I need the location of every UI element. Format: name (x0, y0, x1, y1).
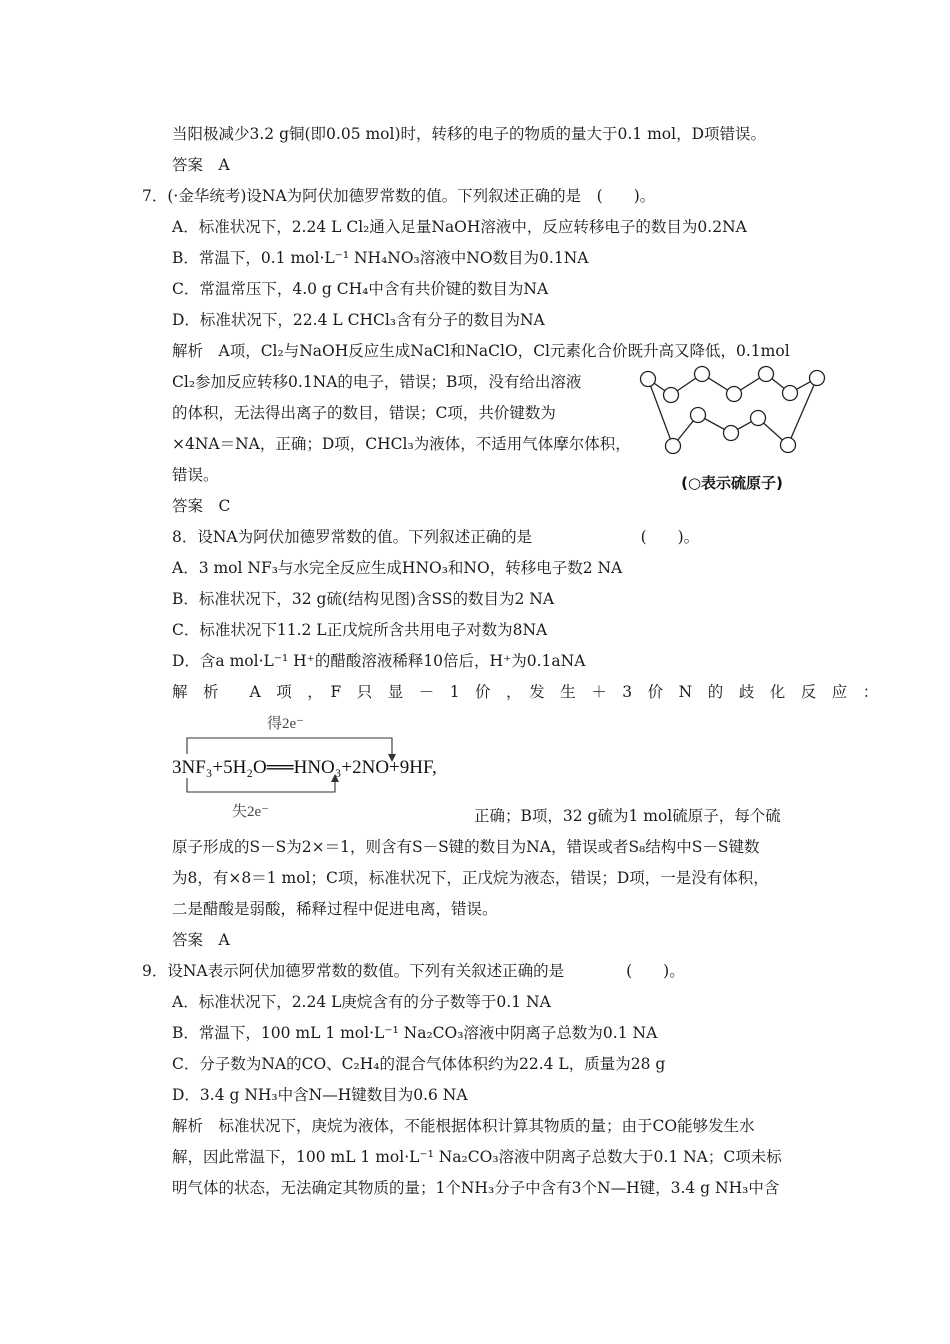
question-9: 9．设NA表示阿伏加德罗常数的数值。下列有关叙述正确的是 ( )。 (142, 962, 685, 980)
question-8: 8．设NA为阿伏加德罗常数的值。下列叙述正确的是 ( )。 (172, 528, 700, 546)
answer-line: 答案 C (172, 497, 231, 515)
answer-line: 答案 A (172, 931, 230, 949)
analysis-9-line: 明气体的状态，无法确定其物质的量；1个NH₃分子中含有3个N—H键，3.4 g NH₃中含 (172, 1179, 780, 1197)
gain-electrons-label: 得2e⁻ (267, 716, 305, 732)
analysis-9-line: 解析 标准状况下，庚烷为液体，不能根据体积计算其物质的量；由于CO能够发生水 (172, 1117, 755, 1135)
lose-electrons-label: 失2e⁻ (232, 804, 270, 820)
analysis-7-line: Cl₂参加反应转移0.1NA的电子，错误；B项，没有给出溶液 (172, 373, 582, 391)
option-7c: C．常温常压下，4.0 g CH₄中含有共价键的数目为NA (172, 280, 549, 298)
sulfur-atom (724, 426, 739, 441)
text-line: 当阳极减少3.2 g铜(即0.05 mol)时，转移的电子的物质的量大于0.1 mol，D项错误。 (172, 125, 767, 143)
analysis-7-line: 解析 A项，Cl₂与NaOH反应生成NaCl和NaClO，Cl元素化合价既升高又降低，0.1mol (172, 342, 790, 360)
option-7a: A．标准状况下，2.24 L Cl₂通入足量NaOH溶液中，反应转移电子的数目为0.2NA (172, 218, 747, 236)
electron-transfer-equation (170, 710, 480, 828)
option-9d: D．3.4 g NH₃中含N—H键数目为0.6 NA (172, 1086, 468, 1104)
analysis-8-line: 解 析 A 项 ， F 只 显 － 1 价 ， 发 生 ＋ 3 价 N 的 歧 化 反 应 ： (172, 683, 879, 701)
analysis-7-line: 错误。 (172, 466, 219, 484)
option-9b: B．常温下，100 mL 1 mol·L⁻¹ Na₂CO₃溶液中阴离子总数为0.1 NA (172, 1024, 658, 1042)
option-8a: A．3 mol NF₃与水完全反应生成HNO₃和NO，转移电子数2 NA (172, 559, 623, 577)
sulfur-atom (781, 438, 796, 453)
analysis-7-line: 的体积，无法得出离子的数目，错误；C项，共价键数为 (172, 404, 556, 422)
analysis-8-line: 为8，有×8＝1 mol；C项，标准状况下，正戊烷为液态，错误；D项，一是没有体积， (172, 869, 769, 887)
answer-line: 答案 A (172, 156, 230, 174)
sulfur-atom (783, 386, 798, 401)
option-8c: C．标准状况下11.2 L正戊烷所含共用电子对数为8NA (172, 621, 548, 639)
analysis-8-line: 原子形成的S－S为2×＝1，则含有S－S键的数目为NA，错误或者S₈结构中S－S键数 (172, 838, 760, 856)
figure-caption: (○表示硫原子) (681, 474, 783, 492)
sulfur-atom (666, 439, 681, 454)
sulfur-ring-figure (630, 362, 835, 502)
option-8d: D．含a mol·L⁻¹ H⁺的醋酸溶液稀释10倍后，H⁺为0.1aNA (172, 652, 586, 670)
option-8b: B．标准状况下，32 g硫(结构见图)含SS的数目为2 NA (172, 590, 555, 608)
sulfur-atom (691, 408, 706, 423)
analysis-9-line: 解，因此常温下，100 mL 1 mol·L⁻¹ Na₂CO₃溶液中阴离子总数大于0.1 NA；C项未标 (172, 1148, 782, 1166)
sulfur-atom (727, 387, 742, 402)
sulfur-atom (759, 367, 774, 382)
analysis-8-line: 正确；B项，32 g硫为1 mol硫原子，每个硫 (474, 807, 781, 825)
option-9c: C．分子数为NA的CO、C₂H₄的混合气体体积约为22.4 L，质量为28 g (172, 1055, 666, 1073)
analysis-7-line: ×4NA＝NA，正确；D项，CHCl₃为液体，不适用气体摩尔体积， (172, 435, 631, 453)
option-7b: B．常温下，0.1 mol·L⁻¹ NH₄NO₃溶液中NO数目为0.1NA (172, 249, 589, 267)
sulfur-atom (751, 411, 766, 426)
sulfur-atom (695, 367, 710, 382)
option-9a: A．标准状况下，2.24 L庚烷含有的分子数等于0.1 NA (172, 993, 551, 1011)
question-7: 7．(·金华统考)设NA为阿伏加德罗常数的值。下列叙述正确的是 ( )。 (142, 187, 656, 205)
sulfur-atom (641, 372, 656, 387)
option-7d: D．标准状况下，22.4 L CHCl₃含有分子的数目为NA (172, 311, 545, 329)
equation-formula: 3NF₃+5H₂O══HNO₃+2NO+9HF, (172, 757, 437, 778)
analysis-8-line: 二是醋酸是弱酸，稀释过程中促进电离，错误。 (172, 900, 498, 918)
sulfur-atom (810, 371, 825, 386)
sulfur-atom (664, 388, 679, 403)
